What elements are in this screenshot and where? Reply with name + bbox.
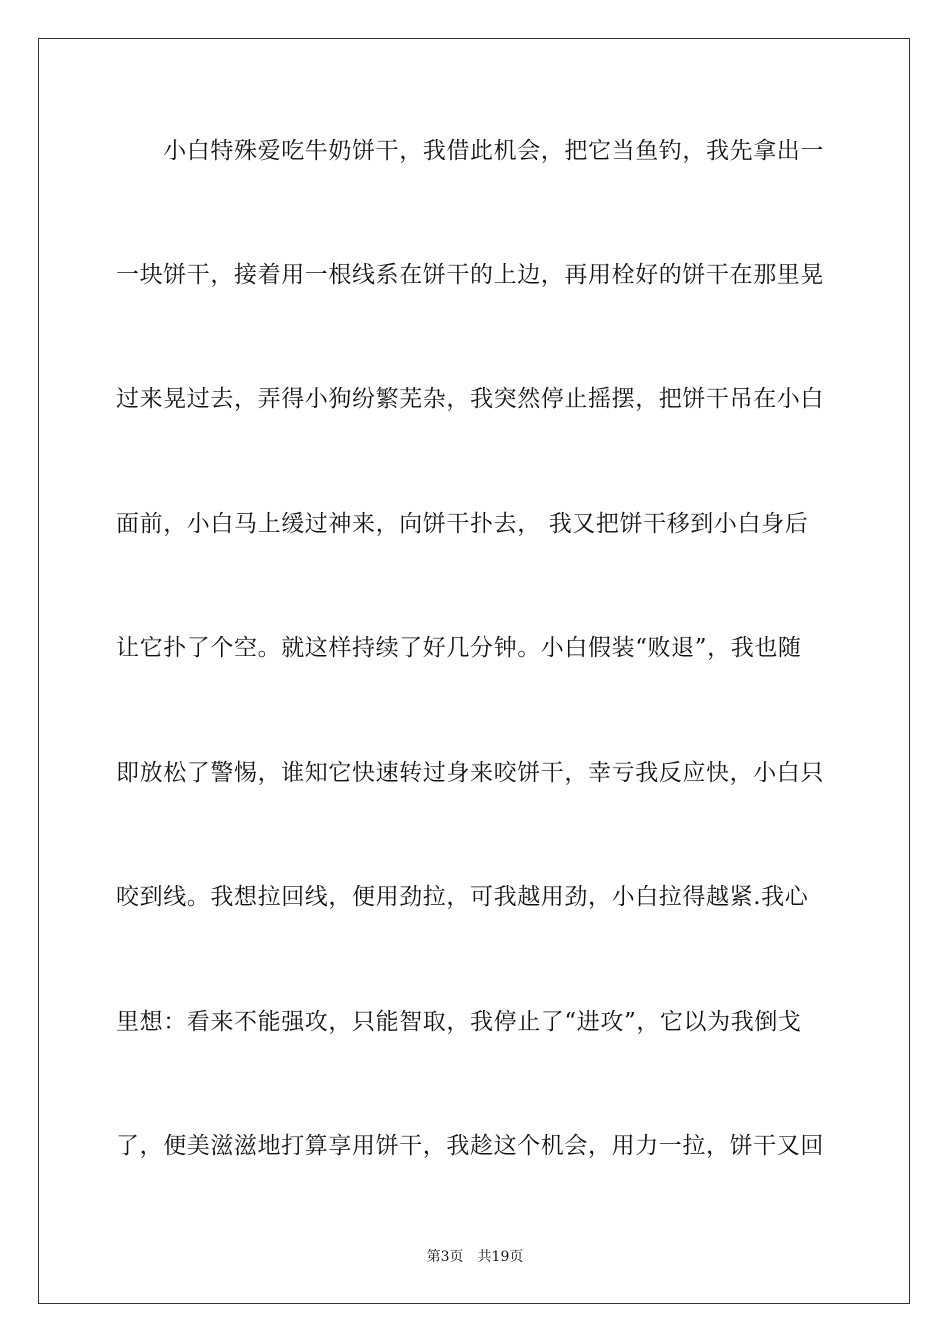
body-text-line: 了，便美滋滋地打算享用饼干，我趁这个机会，用力一拉，饼干又回 [116,1133,824,1159]
page-border [38,38,910,1304]
body-text-line: 让它扑了个空。就这样持续了好几分钟。小白假装“败退”，我也随 [116,635,802,661]
body-text-line: 里想：看来不能强攻，只能智取，我停止了“进攻”，它以为我倒戈 [116,1009,802,1035]
body-text-line: 即放松了警惕，谁知它快速转过身来咬饼干，幸亏我反应快，小白只 [116,760,824,786]
body-text-line: 咬到线。我想拉回线，便用劲拉，可我越用劲，小白拉得越紧.我心 [116,884,809,910]
body-text-line: 一块饼干，接着用一根线系在饼干的上边，再用栓好的饼干在那里晃 [116,262,824,288]
body-text-line: 面前，小白马上缓过神来，向饼干扑去， 我又把饼干移到小白身后 [116,511,809,537]
page-number-footer: 第3页 共19页 [426,1249,524,1265]
body-text-line: 小白特殊爱吃牛奶饼干，我借此机会，把它当鱼钓，我先拿出一 [116,138,824,164]
body-text-line: 过来晃过去，弄得小狗纷繁芜杂，我突然停止摇摆，把饼干吊在小白 [116,386,824,412]
